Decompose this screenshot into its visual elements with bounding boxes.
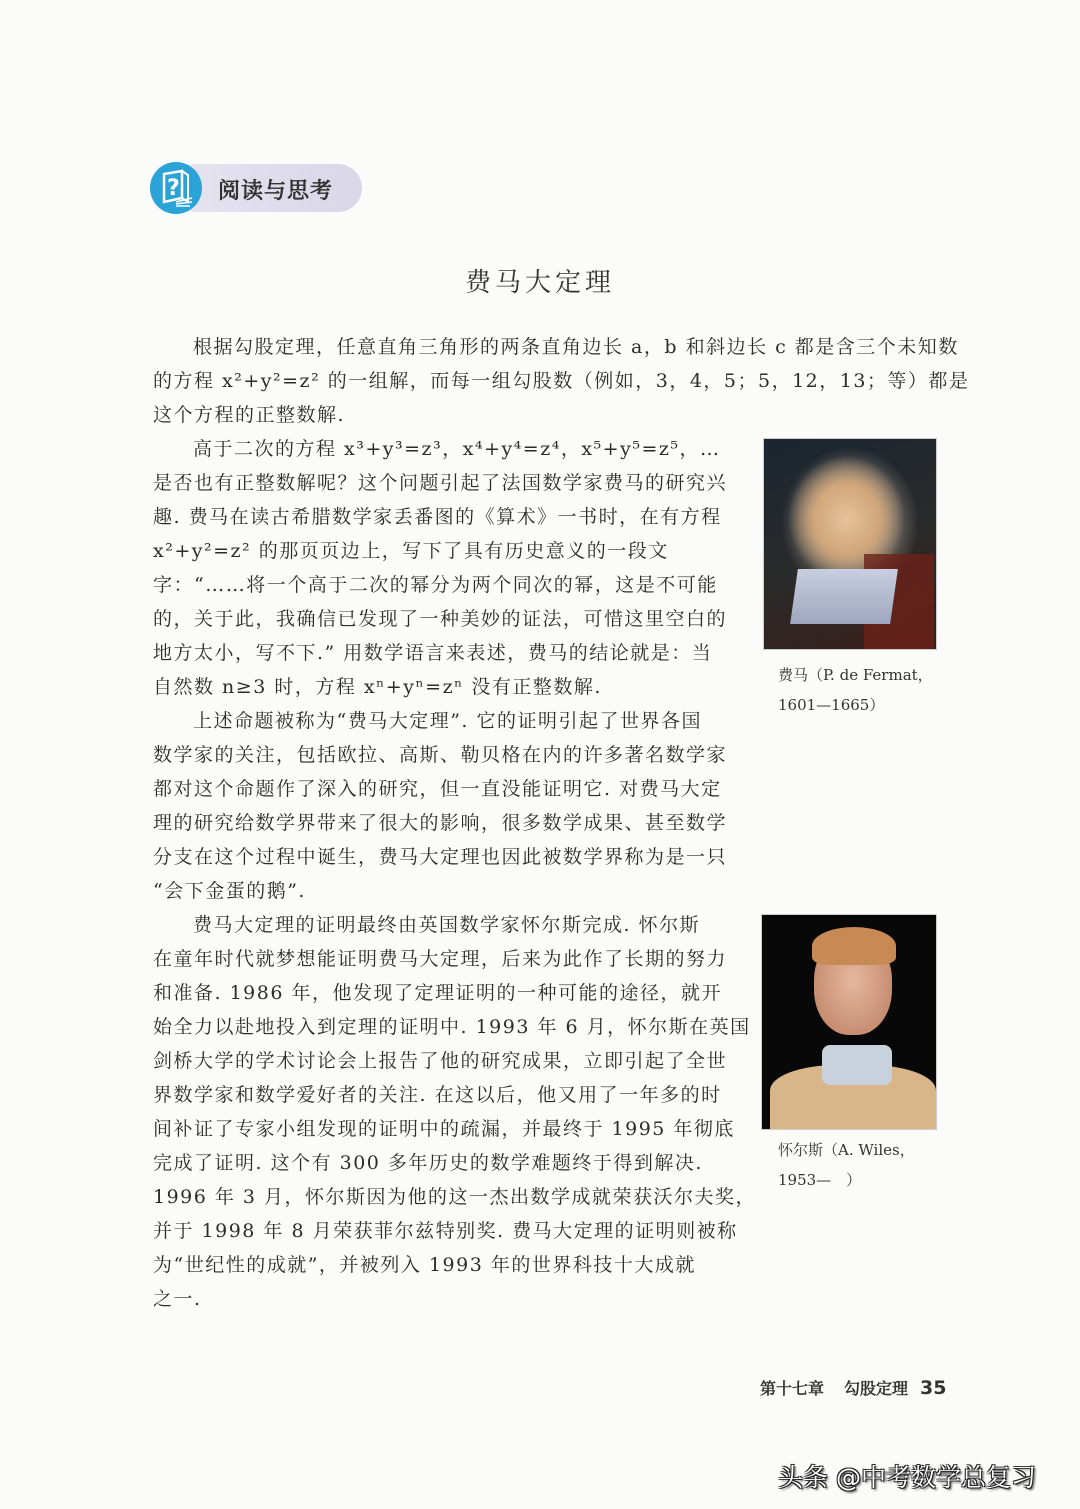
article-title: 费马大定理 bbox=[464, 268, 615, 298]
text-line: 趣. 费马在读古希腊数学家丢番图的《算术》一书时，在有方程 bbox=[153, 506, 722, 528]
caption-line: 怀尔斯（A. Wiles， bbox=[778, 1141, 915, 1159]
text-line: 自然数 n≥3 时，方程 xⁿ+yⁿ=zⁿ 没有正整数解. bbox=[153, 676, 602, 698]
text-line: 1996 年 3 月，怀尔斯因为他的这一杰出数学成就荣获沃尔夫奖， bbox=[153, 1186, 757, 1208]
photo-hair bbox=[812, 927, 896, 965]
caption-line: 1601—1665） bbox=[778, 696, 885, 714]
text-line: 是否也有正整数解呢？这个问题引起了法国数学家费马的研究兴 bbox=[153, 472, 728, 494]
photo-shirt bbox=[822, 1045, 892, 1085]
text-line: 高于二次的方程 x³+y³=z³，x⁴+y⁴=z⁴，x⁵+y⁵=z⁵，… bbox=[193, 438, 721, 460]
text-line: 的方程 x²+y²=z² 的一组解，而每一组勾股数（例如，3，4，5；5，12，13；等）都是 bbox=[153, 370, 970, 392]
text-line: 都对这个命题作了深入的研究，但一直没能证明它. 对费马大定 bbox=[153, 778, 722, 800]
banner-label: 阅读与思考 bbox=[218, 179, 334, 204]
text-line: 界数学家和数学爱好者的关注. 在这以后，他又用了一年多的时 bbox=[153, 1084, 722, 1106]
text-line: 并于 1998 年 8 月荣获菲尔兹特别奖. 费马大定理的证明则被称 bbox=[153, 1220, 738, 1242]
text-line: 分支在这个过程中诞生，费马大定理也因此被数学界称为是一只 bbox=[153, 846, 728, 868]
text-line: 根据勾股定理，任意直角三角形的两条直角边长 a，b 和斜边长 c 都是含三个未知数 bbox=[193, 336, 959, 358]
text-line: 理的研究给数学界带来了很大的影响，很多数学成果、甚至数学 bbox=[153, 812, 728, 834]
text-line: “会下金蛋的鹅”. bbox=[153, 880, 306, 902]
text-line: 之一. bbox=[153, 1288, 202, 1310]
page-footer bbox=[760, 1376, 946, 1399]
question-book-icon bbox=[150, 162, 202, 214]
text-line: 剑桥大学的学术讨论会上报告了他的研究成果，立即引起了全世 bbox=[153, 1050, 728, 1072]
watermark: 头条 @中考数学总复习 bbox=[778, 1463, 1036, 1492]
fermat-portrait bbox=[763, 438, 937, 650]
text-line: 间补证了专家小组发现的证明中的疏漏，并最终于 1995 年彻底 bbox=[153, 1118, 735, 1140]
section-label: 勾股定理 bbox=[844, 1379, 909, 1398]
text-line: 为“世纪性的成就”，并被列入 1993 年的世界科技十大成就 bbox=[153, 1254, 696, 1276]
portrait-collar bbox=[790, 569, 898, 624]
text-line: 地方太小，写不下.” 用数学语言来表述，费马的结论就是：当 bbox=[153, 642, 713, 664]
wiles-photo bbox=[761, 914, 937, 1130]
text-line: 字：“……将一个高于二次的幂分为两个同次的幂，这是不可能 bbox=[153, 574, 718, 596]
svg-text:?: ? bbox=[167, 176, 180, 201]
page-number: 35 bbox=[920, 1377, 947, 1399]
wiles-caption bbox=[778, 1135, 915, 1195]
text-line: 的，关于此，我确信已发现了一种美妙的证法，可惜这里空白的 bbox=[153, 608, 728, 630]
fermat-caption bbox=[778, 660, 933, 720]
text-line: 这个方程的正整数解. bbox=[153, 404, 346, 426]
paragraph-3 bbox=[153, 704, 736, 908]
caption-line: 1953— ） bbox=[778, 1171, 862, 1189]
text-line: 上述命题被称为“费马大定理”. 它的证明引起了世界各国 bbox=[193, 710, 703, 732]
paragraph-4 bbox=[153, 908, 757, 1316]
text-line: 完成了证明. 这个有 300 多年历史的数学难题终于得到解决. bbox=[153, 1152, 703, 1174]
text-line: 和准备. 1986 年，他发现了定理证明的一种可能的途径，就开 bbox=[153, 982, 722, 1004]
text-line: 数学家的关注，包括欧拉、高斯、勒贝格在内的许多著名数学家 bbox=[153, 744, 728, 766]
paragraph-1 bbox=[153, 330, 970, 432]
text-line: x²+y²=z² 的那页页边上，写下了具有历史意义的一段文 bbox=[153, 540, 669, 562]
section-banner bbox=[150, 162, 362, 214]
text-line: 费马大定理的证明最终由英国数学家怀尔斯完成. 怀尔斯 bbox=[193, 914, 701, 936]
paragraph-2 bbox=[153, 432, 736, 704]
caption-line: 费马（P. de Fermat， bbox=[778, 666, 933, 684]
text-line: 在童年时代就梦想能证明费马大定理，后来为此作了长期的努力 bbox=[153, 948, 728, 970]
text-line: 始全力以赴地投入到定理的证明中. 1993 年 6 月，怀尔斯在英国 bbox=[153, 1016, 751, 1038]
chapter-label: 第十七章 bbox=[760, 1379, 825, 1398]
